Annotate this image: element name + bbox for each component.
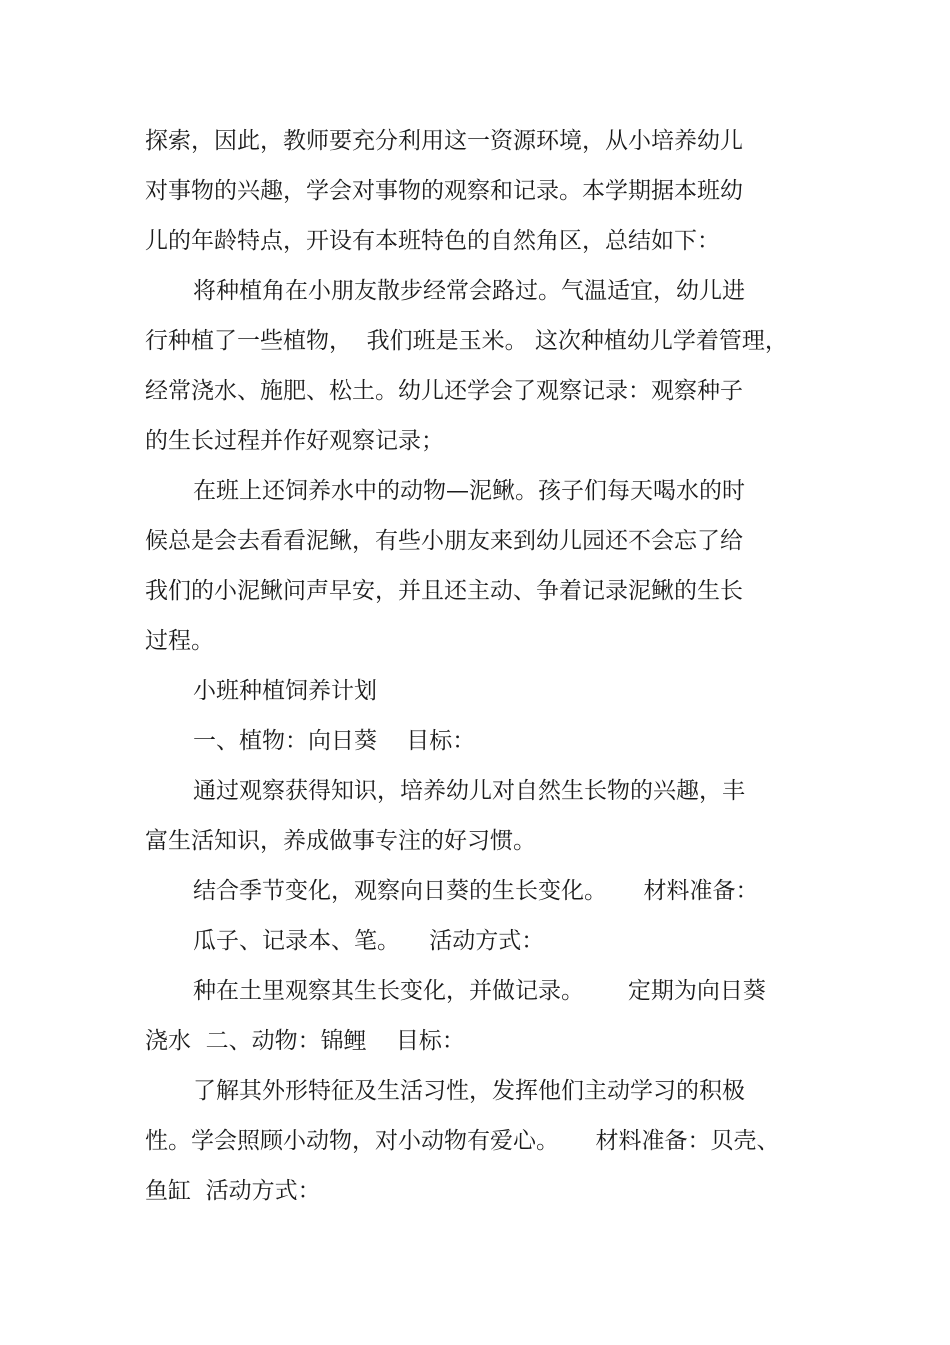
paragraph-line: 过程。 [145, 628, 214, 654]
paragraph-line: 了解其外形特征及生活习性，发挥他们主动学习的积极 [193, 1078, 745, 1104]
paragraph-line: 富生活知识，养成做事专注的好习惯。 [145, 828, 536, 854]
paragraph-line: 一、植物：向日葵 目标： [193, 728, 476, 754]
paragraph-line: 对事物的兴趣，学会对事物的观察和记录。本学期据本班幼 [145, 178, 743, 204]
paragraph-line: 性。学会照顾小动物，对小动物有爱心。 材料准备：贝壳、 [145, 1128, 780, 1154]
paragraph-line: 将种植角在小朋友散步经常会路过。气温适宜，幼儿进 [193, 278, 745, 304]
paragraph-line: 结合季节变化，观察向日葵的生长变化。 材料准备： [193, 878, 759, 904]
paragraph-line: 探索，因此，教师要充分利用这一资源环境，从小培养幼儿 [145, 128, 743, 154]
paragraph-line: 瓜子、记录本、笔。 活动方式： [193, 928, 545, 954]
paragraph-line: 浇水 二、动物：锦鲤 目标： [145, 1028, 465, 1054]
paragraph-line: 经常浇水、施肥、松土。幼儿还学会了观察记录：观察种子 [145, 378, 743, 404]
paragraph-line: 种在土里观察其生长变化，并做记录。 定期为向日葵 [193, 978, 766, 1004]
paragraph-line: 在班上还饲养水中的动物—泥鳅。孩子们每天喝水的时 [193, 478, 745, 504]
paragraph-line: 通过观察获得知识，培养幼儿对自然生长物的兴趣，丰 [193, 778, 745, 804]
section-heading: 小班种植饲养计划 [193, 678, 377, 704]
paragraph-line: 鱼缸 活动方式： [145, 1178, 321, 1204]
paragraph-line: 候总是会去看看泥鳅，有些小朋友来到幼儿园还不会忘了给 [145, 528, 743, 554]
paragraph-line: 的生长过程并作好观察记录； [145, 428, 444, 454]
paragraph-line: 行种植了一些植物， 我们班是玉米。 这次种植幼儿学着管理， [145, 328, 788, 354]
paragraph-line: 儿的年龄特点，开设有本班特色的自然角区，总结如下： [145, 228, 720, 254]
paragraph-line: 我们的小泥鳅问声早安，并且还主动、争着记录泥鳅的生长 [145, 578, 743, 604]
